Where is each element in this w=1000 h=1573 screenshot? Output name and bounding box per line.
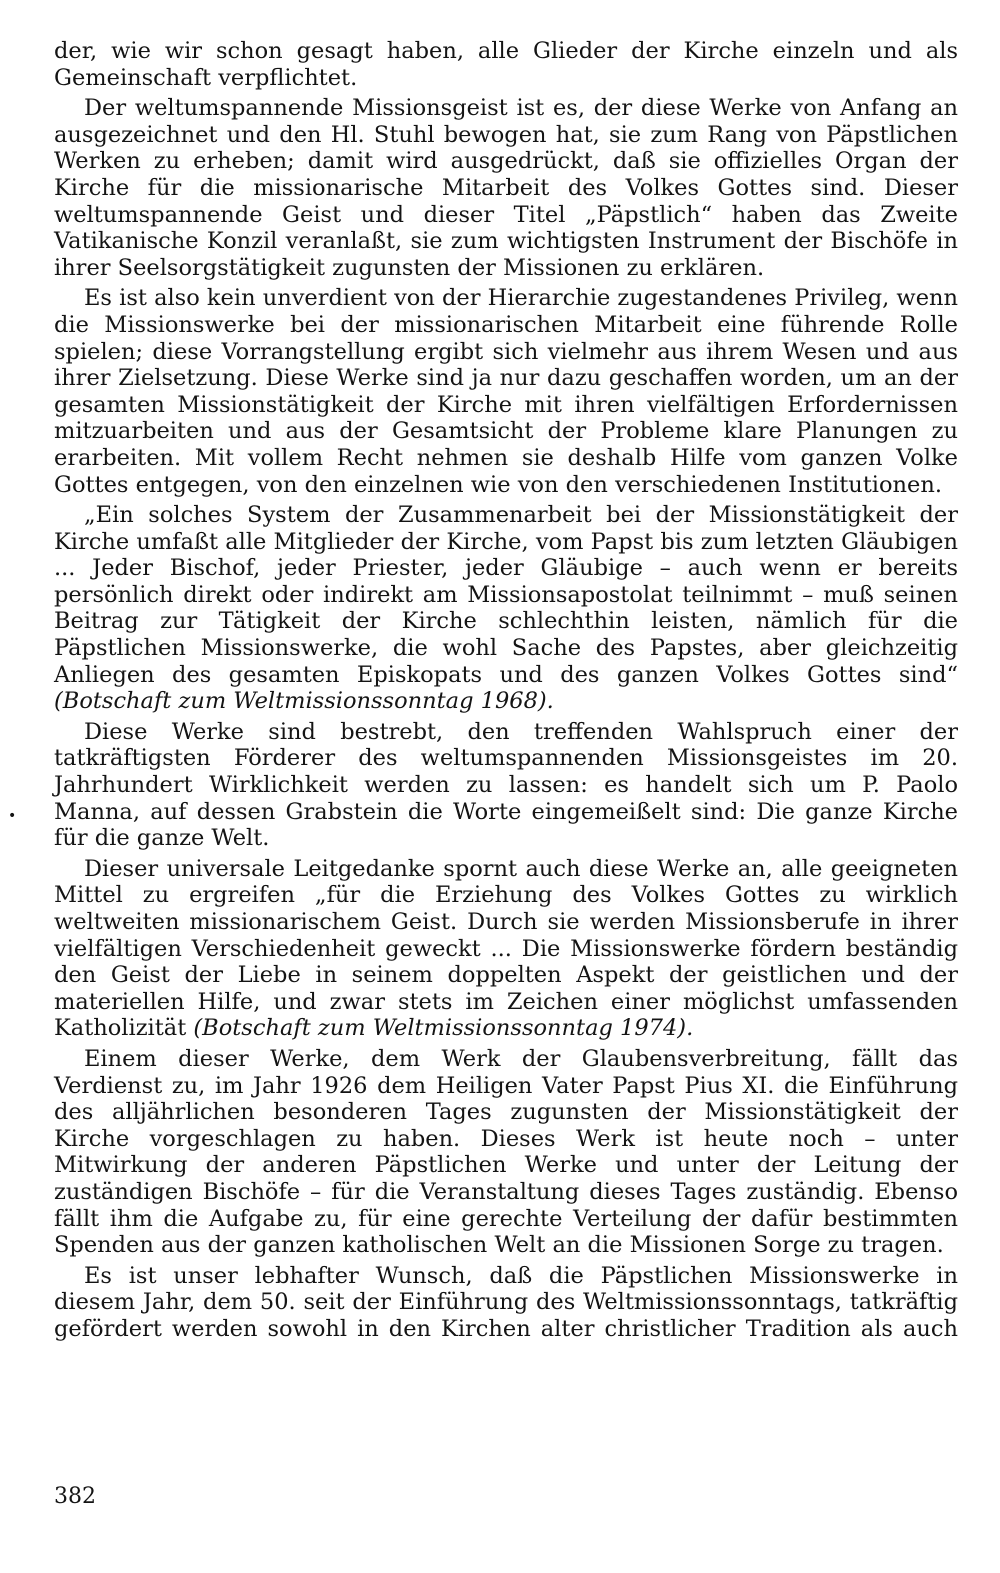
paragraph-7: Einem dieser Werke, dem Werk der Glaubensverbreitung, fällt das Verdienst zu, im Jahr 1926 dem Heiligen Vater Papst Pius XI. die Einführung des alljährlichen besonderen Tages zugunsten der Missionstätigkeit der Kirche vorgeschlagen zu haben. Dieses Werk ist heute noch – unter Mitwirkung der anderen Päpstlichen Werke und unter der Leitung der zuständigen Bischöfe – für die Veranstaltung dieses Tages zuständig. Ebenso fällt ihm die Aufgabe zu, für eine gerechte Verteilung der dafür bestimmten Spenden aus der ganzen katholischen Welt an die Missionen Sorge zu tragen.	[54, 1045, 958, 1259]
paragraph-4: „Ein solches System der Zusammenarbeit bei der Missionstätigkeit der Kirche umfaßt alle Mitglieder der Kirche, vom Papst bis zum letzten Gläubigen ... Jeder Bischof, jeder Priester, jeder Gläubige – auch wenn er bereits persönlich direkt oder indirekt am Missionsapostolat teilnimmt – muß seinen Beitrag zur Tätigkeit der Kirche schlechthin leisten, nämlich für die Päpstlichen Missionswerke, die wohl Sache des Papstes, aber gleichzeitig Anliegen des gesamten Episkopats und des ganzen Volkes Gottes sind“ (Botschaft zum Weltmissionssonntag 1968).	[54, 502, 958, 715]
paragraph-3: Es ist also kein unverdient von der Hierarchie zugestandenes Privileg, wenn die Missionswerke bei der missionarischen Mitarbeit eine führende Rolle spielen; diese Vorrangstellung ergibt sich vielmehr aus ihrem Wesen und aus ihrer Zielsetzung. Diese Werke sind ja nur dazu geschaffen worden, um an der gesamten Missionstätigkeit der Kirche mit ihren vielfältigen Erfordernissen mitzuarbeiten und aus der Gesamtsicht der Probleme klare Planungen zu erarbeiten. Mit vollem Recht nehmen sie deshalb Hilfe vom ganzen Volke Gottes entgegen, von den einzelnen wie von den verschiedenen Institutionen.	[54, 285, 958, 498]
margin-mark: •	[8, 808, 17, 824]
document-body	[54, 38, 958, 1347]
paragraph-5: Diese Werke sind bestrebt, den treffenden Wahlspruch einer der tatkräftigsten Förderer des weltumspannenden Missionsgeistes im 20. Jahrhundert Wirklichkeit werden zu lassen: es handelt sich um P. Paolo Manna, auf dessen Grabstein die Worte eingemeißelt sind: Die ganze Kirche für die ganze Welt.	[54, 718, 958, 852]
citation-1968: (Botschaft zum Weltmissionssonntag 1968).	[54, 688, 554, 715]
paragraph-8: Es ist unser lebhafter Wunsch, daß die Päpstlichen Missionswerke in diesem Jahr, dem 50. seit der Einführung des Weltmissionssonntags, tatkräftig gefördert werden sowohl in den Kirchen alter christlicher Tradition als auch	[54, 1262, 958, 1342]
page-number: 382	[54, 1484, 96, 1509]
paragraph-2: Der weltumspannende Missionsgeist ist es, der diese Werke von Anfang an ausgezeichnet und den Hl. Stuhl bewogen hat, sie zum Rang von Päpstlichen Werken zu erheben; damit wird ausgedrückt, daß sie offizielles Organ der Kirche für die missionarische Mitarbeit des Volkes Gottes sind. Dieser weltumspannende Geist und dieser Titel „Päpstlich“ haben das Zweite Vatikanische Konzil veranlaßt, sie zum wichtigsten Instrument der Bischöfe in ihrer Seelsorgstätigkeit zugunsten der Missionen zu erklären.	[54, 95, 958, 281]
citation-1974: (Botschaft zum Weltmissionssonntag 1974).	[193, 1015, 694, 1042]
paragraph-6: Dieser universale Leitgedanke spornt auch diese Werke an, alle geeigneten Mittel zu ergreifen „für die Erziehung des Volkes Gottes zu wirklich weltweiten missionarischem Geist. Durch sie werden Missionsberufe in ihrer vielfältigen Verschiedenheit geweckt ... Die Missionswerke fördern beständig den Geist der Liebe in seinem doppelten Aspekt der geistlichen und der materiellen Hilfe, und zwar stets im Zeichen einer möglichst umfassenden Katholizität (Botschaft zum Weltmissionssonntag 1974).	[54, 855, 958, 1042]
paragraph-1: der, wie wir schon gesagt haben, alle Glieder der Kirche einzeln und als Gemeinschaft verpflichtet.	[54, 38, 958, 91]
